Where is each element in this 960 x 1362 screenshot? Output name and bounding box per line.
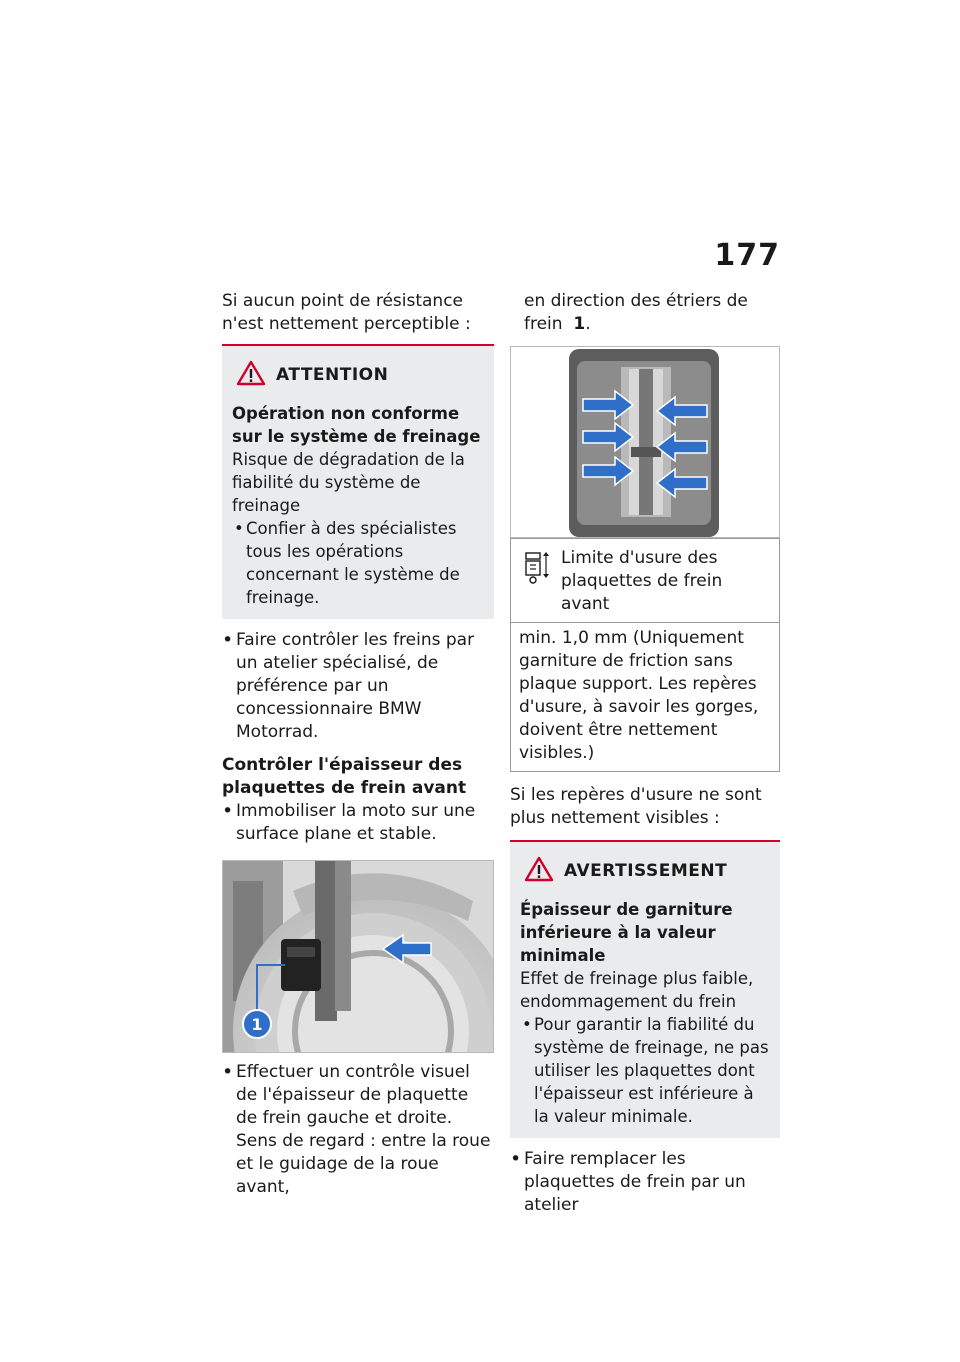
front-wheel-figure (222, 860, 494, 1053)
left-column (222, 290, 494, 1199)
continuation-text: en direction des étriers de frein 1. (524, 291, 748, 334)
attention-bullets (232, 517, 484, 609)
pad-wear-gauge-icon (523, 547, 553, 616)
step-check-brakes: • Faire contrôler les freins par un atelier spécialisé, de préférence par un concessionnaire BMW Motorrad. (222, 629, 494, 744)
intro-text: Si aucun point de résistance n'est nettement perceptible : (222, 291, 471, 334)
step-list-4 (510, 1148, 780, 1217)
attention-title: ATTENTION (276, 365, 389, 385)
spec-body (511, 623, 779, 771)
attention-bullet: • Confier à des spécialistes tous les opérations concernant le système de freinage. (232, 517, 484, 609)
section-title: Contrôler l'épaisseur des plaquettes de frein avant (222, 755, 467, 798)
brake-pads-figure (510, 346, 780, 538)
warning-title: AVERTISSEMENT (564, 861, 728, 881)
warning-triangle-icon (236, 360, 266, 390)
step-list-2 (222, 800, 494, 846)
spec-label: Limite d'usure des plaquettes de frein avant (561, 548, 723, 614)
continuation-ref: 1 (573, 314, 586, 334)
step-inspect: • Effectuer un contrôle visuel de l'épaisseur de plaquette de frein gauche et droite. Sens de regard : entre la roue et le guidage de la roue avant, (222, 1061, 494, 1199)
continuation-text-body: en direction des étriers de frein (524, 291, 748, 334)
spec-value: min. 1,0 mm (Uniquement garniture de friction sans plaque support. Les repères d'usure, à savoir les gorges, doivent être nettement visibles.) (519, 628, 759, 763)
step-replace-pads: • Faire remplacer les plaquettes de frein par un atelier (510, 1148, 780, 1217)
warning-bullets (520, 1013, 770, 1128)
step-immobilize: • Immobiliser la moto sur une surface plane et stable. (222, 800, 494, 846)
warning-risk: Effet de freinage plus faible, endommagement du frein (520, 969, 754, 1011)
right-column (510, 290, 780, 1217)
step-list-3 (222, 1061, 494, 1199)
attention-header (236, 360, 484, 390)
warning-triangle-icon (524, 856, 554, 886)
page-number: 177 (714, 238, 780, 273)
blue-arrow-icon (657, 397, 707, 497)
spec-box (510, 538, 780, 772)
attention-box (222, 344, 494, 619)
warning-bullet: • Pour garantir la fiabilité du système de freinage, ne pas utiliser les plaquettes dont l'épaisseur est inférieure à la valeur minimale. (520, 1013, 770, 1128)
condition-text: Si les repères d'usure ne sont plus nettement visibles : (510, 785, 762, 828)
figure-callout-1: 1 (251, 1015, 263, 1034)
warning-headline: Épaisseur de garniture inférieure à la valeur minimale (520, 900, 733, 965)
blue-arrow-icon (583, 391, 633, 485)
attention-headline: Opération non conforme sur le système de freinage (232, 404, 481, 446)
warning-header (524, 856, 770, 886)
attention-risk: Risque de dégradation de la fiabilité du système de freinage (232, 450, 465, 515)
spec-header (511, 539, 779, 623)
step-list-1 (222, 629, 494, 744)
warning-box (510, 840, 780, 1138)
